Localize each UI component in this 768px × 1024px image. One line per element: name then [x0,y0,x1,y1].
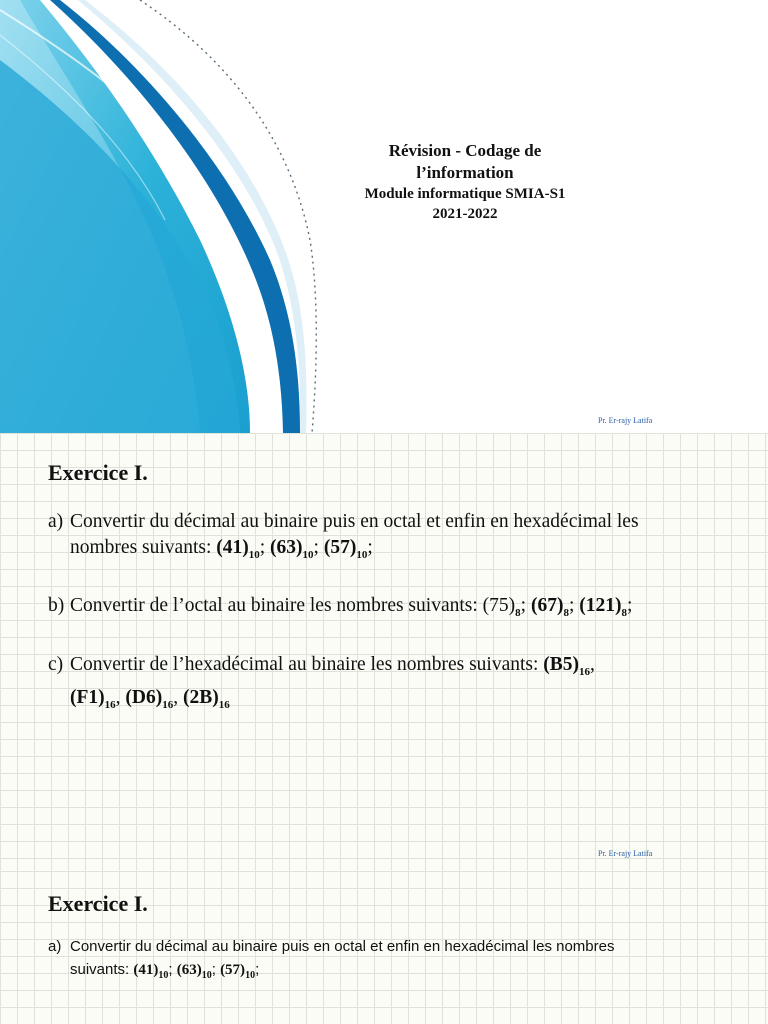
title-line-1: Révision - Codage de [388,141,542,160]
title-slide [0,0,768,433]
question-b-label: b) [48,595,65,616]
title-block [330,140,600,224]
question-a-text-1: Convertir du décimal au binaire puis en octal et enfin en hexadécimal les [70,511,639,532]
question-b: b) Convertir de l’octal au binaire les nombres suivants: $(75)_8$; $(67)_8$; $(121)_8$; [48,595,633,619]
title-line-2: l’information [416,163,514,182]
question-a-text-1: Convertir du décimal au binaire puis en octal et enfin en hexadécimal les nombres [70,938,615,955]
question-c-label: c) [48,654,64,675]
question-b-text: Convertir de l’octal au binaire les nombres suivants: [70,595,483,616]
question-a-text-2: suivants: [70,961,134,978]
question-a-text-2: nombres suivants: [70,537,217,558]
question-c-text: Convertir de l’hexadécimal au binaire les nombres suivants: [70,654,544,675]
author-credit: Pr. Er-rajy Latifa [598,849,653,858]
exercise-slide [0,433,768,871]
question-a: a) Convertir du décimal au binaire puis en octal et enfin en hexadécimal les nombres suivants: $(41)_{10}$; $(63)_{10}$; $(57)_{10}$; [48,511,639,561]
module-name: Module informatique SMIA-S1 [364,186,566,202]
question-a-label: a) [48,938,62,955]
question-c: c) Convertir de l’hexadécimal au binaire les nombres suivants: $(B5)_{16}$, $(F1)_{16}$, $(D6)_{16}$, $(2B)_{16}$ [48,654,595,711]
academic-year: 2021-2022 [432,206,498,222]
exercise-heading: Exercice I. [48,460,148,485]
question-a: a) Convertir du décimal au binaire puis en octal et enfin en hexadécimal les nombres suivants: $(41)_{10}$; $(63)_{10}$; $(57)_{10}$; [48,935,614,987]
exercise-slide-2 [0,871,768,1024]
exercise-heading: Exercice I. [48,891,148,916]
question-a-label: a) [48,511,64,532]
author-credit: Pr. Er-rajy Latifa [598,416,653,425]
